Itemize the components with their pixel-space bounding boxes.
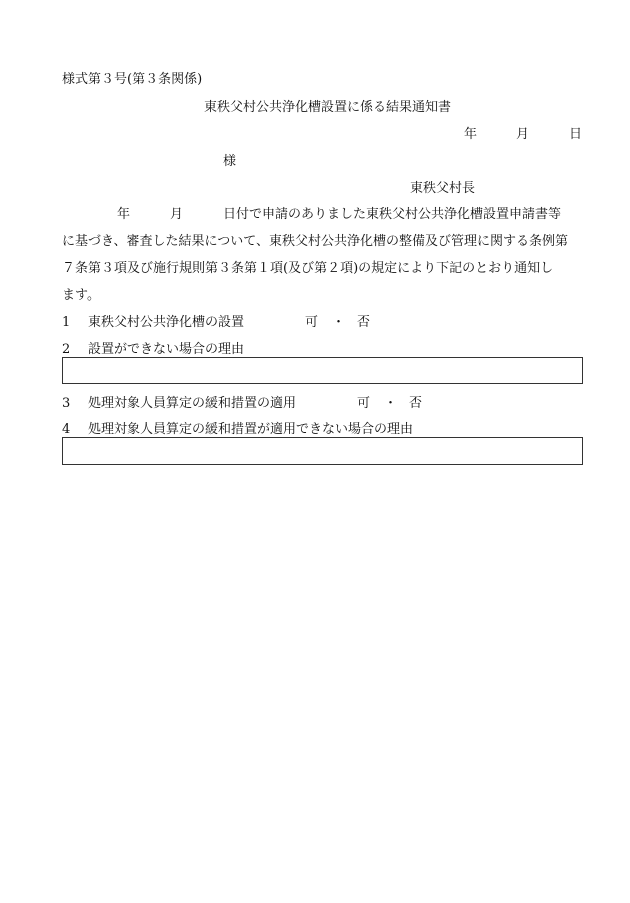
body-line-3: ７条第３項及び施行規則第３条第１項(及び第２項)の規定により下記のとおり通知し [62,261,554,276]
item-1-choice-yes: 可 [305,315,319,330]
item-3-label: 処理対象人員算定の緩和措置の適用 [88,396,297,411]
item-3-choice-yes: 可 [357,396,371,411]
body-year-label: 年 [117,207,131,222]
item-4-number: 4 [62,422,71,437]
body-line-4: ます。 [62,288,100,303]
item-3-number: 3 [62,396,71,411]
item-2-reason-box[interactable] [62,357,583,384]
item-4-reason-box[interactable] [62,437,583,465]
date-day-label: 日 [569,127,583,142]
item-3-choice-no: 否 [409,396,423,411]
item-2-label: 設置ができない場合の理由 [88,342,245,357]
item-1-choice-no: 否 [357,315,371,330]
body-line-1: 日付で申請のありました東秩父村公共浄化槽設置申請書等 [223,207,562,222]
date-year-label: 年 [464,127,478,142]
item-1-number: 1 [62,315,71,330]
item-4-label: 処理対象人員算定の緩和措置が適用できない場合の理由 [88,422,414,437]
form-number: 様式第３号(第３条関係) [62,72,203,87]
body-month-label: 月 [170,207,184,222]
issuer-name: 東秩父村長 [410,181,476,196]
item-1-label: 東秩父村公共浄化槽の設置 [88,315,245,330]
body-line-2: に基づき、審査した結果について、東秩父村公共浄化槽の整備及び管理に関する条例第 [62,234,568,249]
item-1-separator: ・ [332,315,346,330]
recipient-suffix: 様 [223,154,237,169]
date-month-label: 月 [516,127,530,142]
document-title: 東秩父村公共浄化槽設置に係る結果通知書 [204,100,452,115]
item-3-separator: ・ [384,396,398,411]
item-2-number: 2 [62,342,71,357]
